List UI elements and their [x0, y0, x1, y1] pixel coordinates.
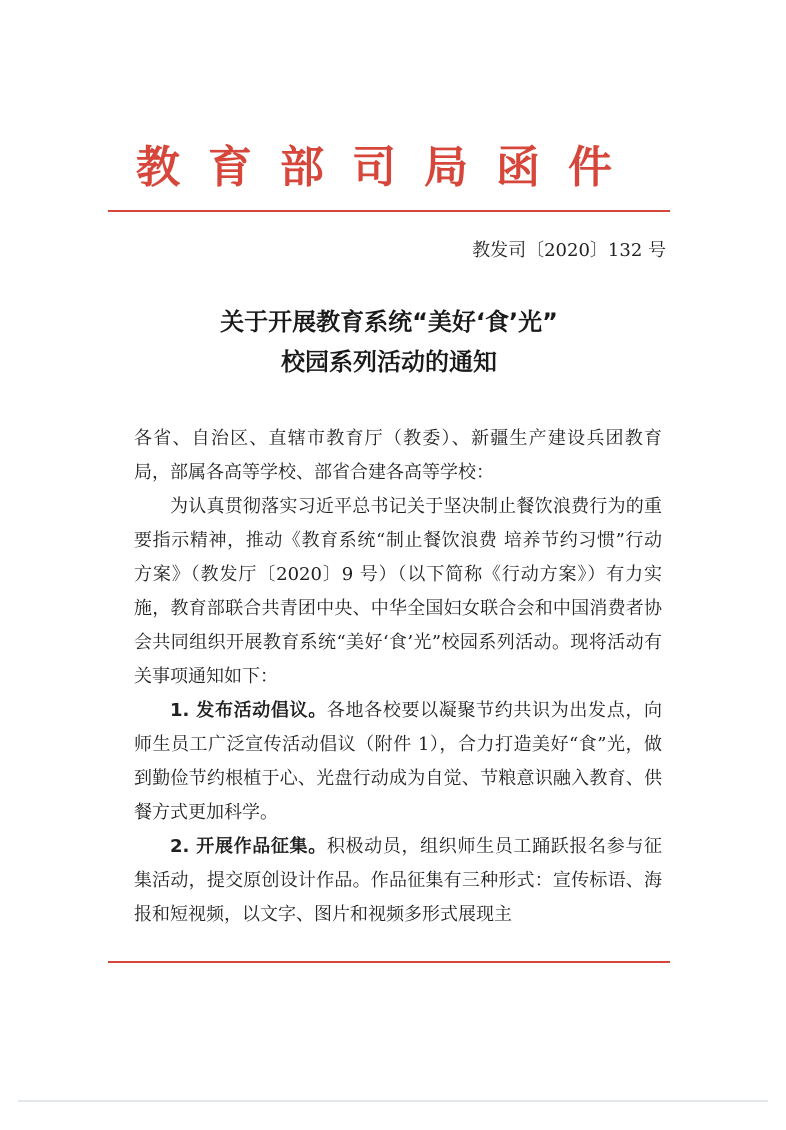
letterhead-title: 教育部司局函件	[136, 142, 640, 193]
intro-paragraph: 为认真贯彻落实习近平总书记关于坚决制止餐饮浪费行为的重要指示精神，推动《教育系统“制止餐饮浪费 培养节约习惯”行动方案》（教发厅〔2020〕9 号）（以下简称《行动方案》）有力实施，教育部联合共青团中央、中华全国妇女联合会和中国消费者协会共同组织开展教育系统“美好‘食’光”校园系列活动。现将活动有关事项通知如下：	[134, 496, 662, 687]
document-number: 教发司〔2020〕132 号	[472, 240, 666, 261]
title-line-2: 校园系列活动的通知	[281, 348, 497, 376]
item-2-heading: 2. 开展作品征集。	[170, 836, 327, 857]
item-1-paragraph	[134, 694, 662, 830]
title-line-1: 关于开展教育系统“美好‘食’光”	[220, 308, 558, 336]
document-body	[134, 422, 662, 932]
scan-edge-line	[18, 1100, 768, 1102]
item-2-text: 积极动员，组织师生员工踊跃报名参与征集活动，提交原创设计作品。作品征集有三种形式：宣传标语、海报和短视频，以文字、图片和视频多形式展现主	[134, 836, 662, 925]
item-1-text: 各地各校要以凝聚节约共识为出发点，向师生员工广泛宣传活动倡议（附件 1），合力打造美好“食”光，做到勤俭节约根植于心、光盘行动成为自觉、节粮意识融入教育、供餐方式更加科学。	[134, 700, 662, 823]
item-1-heading: 1. 发布活动倡议。	[170, 700, 327, 721]
document-title	[108, 302, 670, 382]
letterhead-divider	[108, 210, 670, 212]
bottom-divider	[108, 961, 670, 963]
item-2-paragraph	[134, 830, 662, 932]
salutation: 各省、自治区、直辖市教育厅（教委）、新疆生产建设兵团教育局，部属各高等学校、部省合建各高等学校：	[134, 428, 662, 483]
